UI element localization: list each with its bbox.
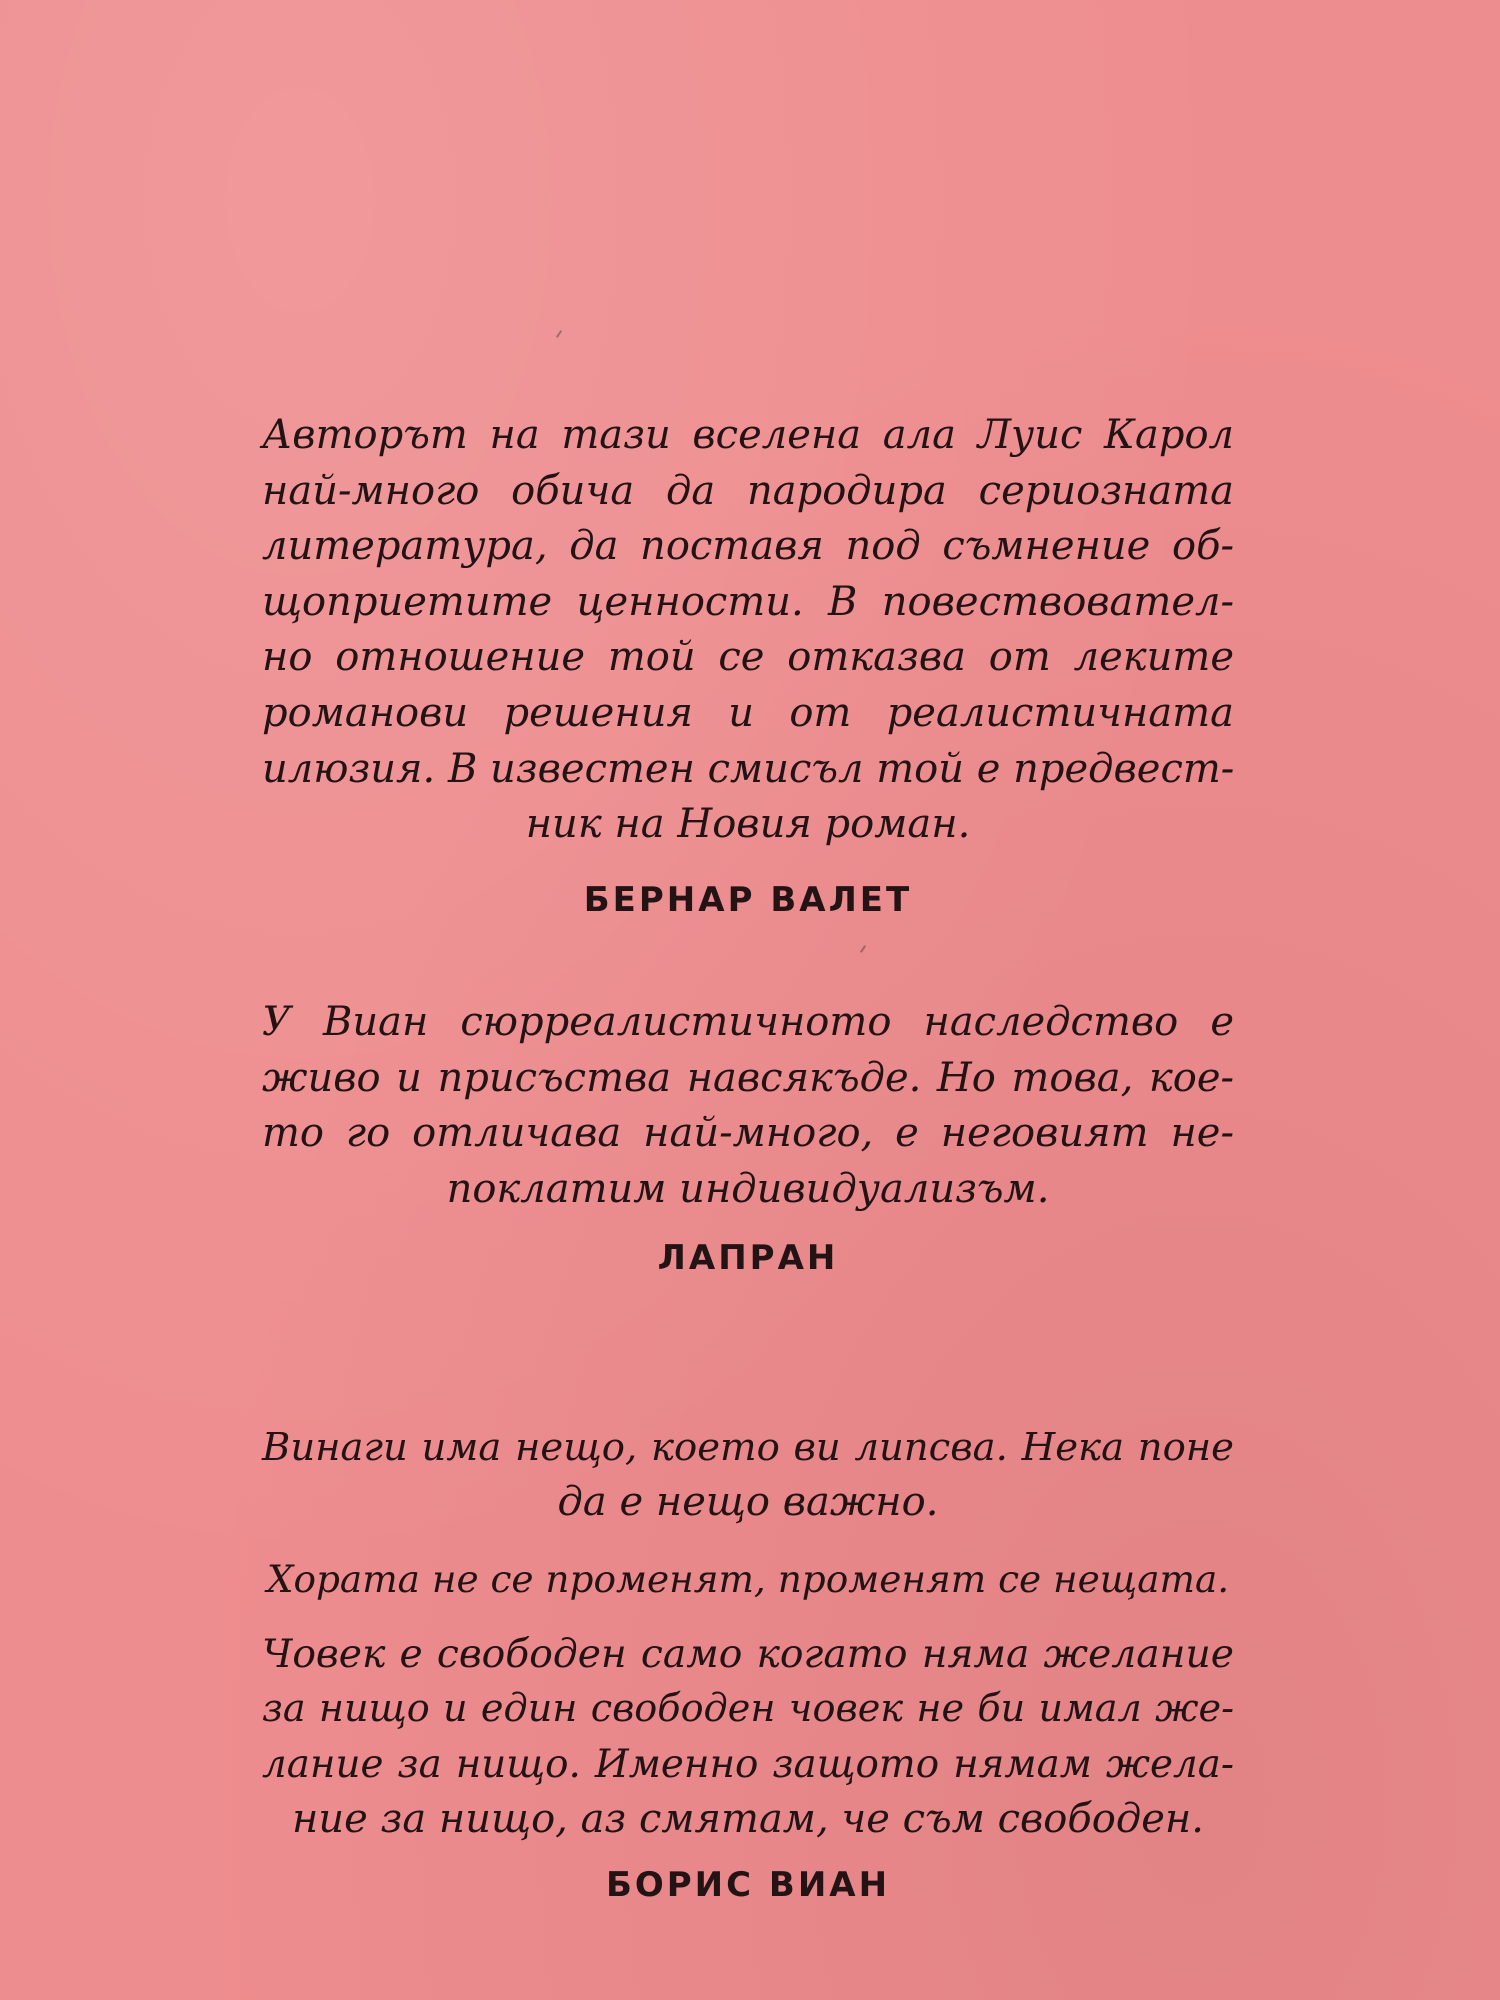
quote-line: Винаги има нещо, което ви липсва. Нека поне xyxy=(262,1425,1234,1470)
quote-line: то го отличава най-много, е неговият не- xyxy=(262,1110,1234,1157)
quote-line: но отношение той се отказва от леките xyxy=(262,634,1234,681)
paper-speck xyxy=(860,945,866,953)
quote-line: живо и присъства навсякъде. Но това, кое- xyxy=(262,1054,1234,1101)
quote-line: ние за нищо, аз смятам, че съм свободен. xyxy=(292,1796,1204,1842)
quote-line: Авторът на тази вселена ала Луис Карол xyxy=(262,412,1234,458)
quote-line: да е нещо важно. xyxy=(557,1479,939,1525)
author-lapran: ЛАПРАН xyxy=(657,1238,839,1278)
quote-line: романови решения и от реалистичната xyxy=(262,689,1234,736)
quote-line: Хората не се променят, променят се нещата. xyxy=(266,1557,1230,1601)
quote-line: илюзия. В известен смисъл той е предвест- xyxy=(262,745,1235,792)
quote-line: лание за нищо. Именно защото нямам жела- xyxy=(262,1742,1234,1787)
author-valet: БЕРНАР ВАЛЕТ xyxy=(583,880,913,920)
quote-line: поклатим индивидуализъм. xyxy=(446,1165,1050,1212)
quote-line: най-много обича да пародира сериозната xyxy=(262,467,1234,514)
quote-valet xyxy=(262,408,1234,853)
quote-line: ник на Новия роман. xyxy=(525,801,971,848)
quote-line: щоприетите ценности. В повествовател- xyxy=(262,578,1234,625)
quote-line: за нищо и един свободен човек не би имал же- xyxy=(262,1687,1234,1731)
quote-lapran xyxy=(262,995,1234,1217)
quote-line: литература, да поставя под съмнение об- xyxy=(262,523,1234,570)
quote-line: Човек е свободен само когато няма желание xyxy=(262,1632,1234,1677)
quote-vian-2 xyxy=(262,1552,1234,1607)
quote-vian-3 xyxy=(262,1627,1234,1847)
quote-vian-1 xyxy=(262,1420,1234,1530)
author-vian: БОРИС ВИАН xyxy=(605,1865,891,1905)
paper-speck xyxy=(556,330,562,338)
quote-line: У Виан сюрреалистичното наследство е xyxy=(262,999,1234,1045)
